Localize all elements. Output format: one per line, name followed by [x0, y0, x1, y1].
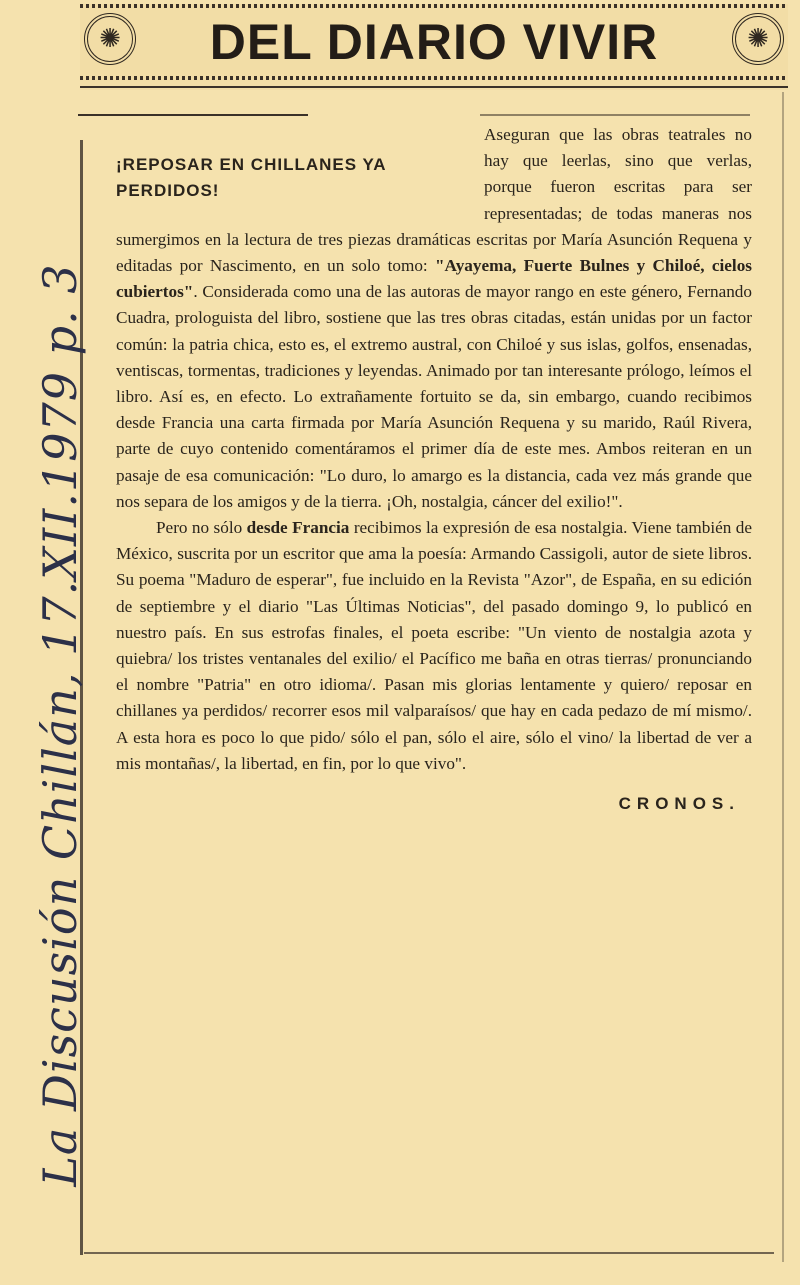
author-signature: CRONOS.: [618, 794, 740, 814]
paragraph-text: . Considerada como una de las autoras de mayor rango en este género, Fernando Cuadra, prologuista del libro, sostiene que las tres obras citadas, están unidas por un factor común: la patria chica, esto es, el extremo austral, con Chiloé y sus islas, golfos, ensenadas, ventiscas, tormentas, tradiciones y leyendas. Animado por tan interesante prólogo, leímos el libro. Así es, en efecto. Lo extrañamente fortuito se da, sin embargo, cuando recibimos desde Francia una carta firmada por María Asunción Requena y su marido, Raúl Rivera, parte de cuyo contenido comentáramos el primer día de este mes. Ambos reiteran en un pasaje de esa comunicación: "Lo duro, lo amargo es la distancia, cada vez más grande que nos separa de los amigos y de la tierra. ¡Oh, nostalgia, cáncer del exilio!".: [116, 282, 752, 511]
masthead-bottom-rule: [80, 86, 788, 88]
clipping-right-edge: [782, 92, 784, 1262]
paragraph-text: Aseguran que las obras teatrales no hay que leerlas, sino que verlas, porque fueron escritas para ser representadas; de todas maneras nos sumergimos en la lectura de tres piezas dramáticas escritas por María Asunción Requena y editadas por Nascimento, en un solo tomo:: [116, 125, 752, 276]
rosette-icon: ✺: [84, 13, 136, 65]
article-body: [116, 122, 752, 817]
handwritten-source-note: La Discusión Chillán, 17.XII.1979 p. 3: [33, 263, 87, 1187]
masthead-top-border: [80, 4, 788, 8]
article-headline: ¡REPOSAR EN CHILLANES YA PERDIDOS!: [116, 155, 386, 200]
column-bottom-rule: [84, 1252, 774, 1254]
article-paragraph: [116, 515, 752, 777]
emphasis-text: desde Francia: [246, 518, 350, 538]
masthead-dotted-rule: [80, 76, 788, 80]
masthead: [80, 4, 788, 90]
paragraph-text: recibimos la expresión de esa nostalgia. Viene también de México, suscrita por un escritor que ama la poesía: Armando Cassigoli, autor de siete libros. Su poema "Maduro de esperar", fue incluido en la Revista "Azor", de España, en su edición de septiembre y el diario "Las Últimas Noticias", del pasado domingo 9, lo publicó en nuestro país. En sus estrofas finales, el poeta escribe: "Un viento de nostalgia azota y quiebra/ los tristes ventanales del exilio/ el Pacífico me baña en otras tierras/ pronunciando el nombre "Patria" en otro idioma/. Pasan mis glorias lentamente y quiero/ reposar en chillanes ya perdidos/ recorrer esos mil valparaísos/ que hay en cada pedazo de mí mismo/. A esta hora es poco lo que pido/ sólo el pan, sólo el aire, sólo el vino/ la libertad de ver a mis montañas/, la libertad, en fin, por lo que vivo".: [116, 518, 752, 773]
rosette-icon: ✺: [732, 13, 784, 65]
paragraph-text: Pero no sólo: [156, 518, 247, 538]
column-top-rule: [78, 114, 308, 116]
column-title: DEL DIARIO VIVIR: [209, 14, 659, 70]
book-title: "Ayayema, Fuerte Bulnes y Chiloé, cielos cubiertos": [116, 256, 752, 302]
column-top-rule: [480, 114, 750, 116]
